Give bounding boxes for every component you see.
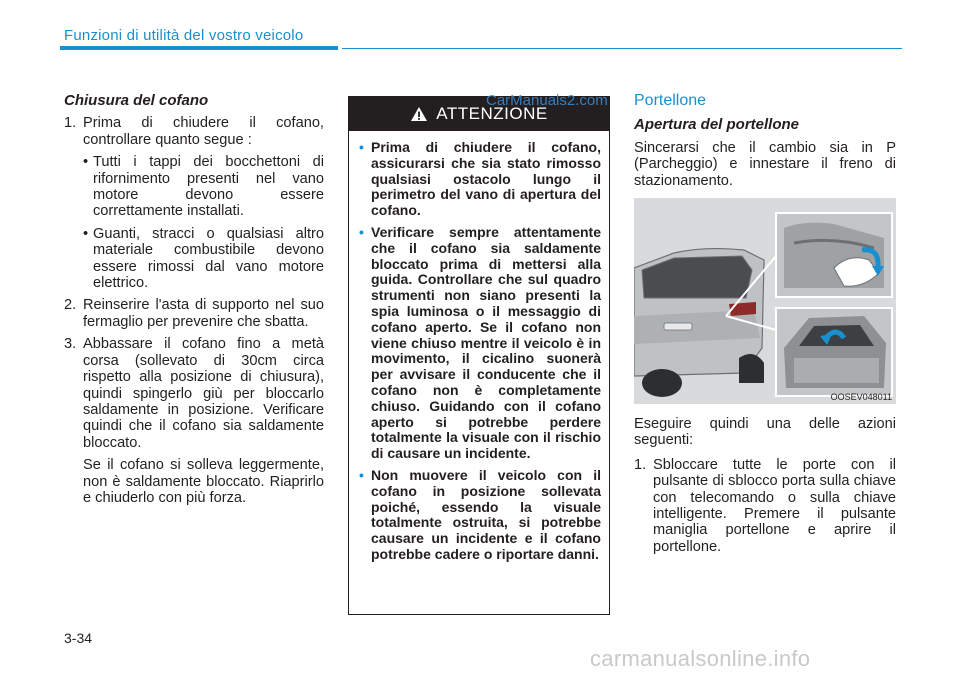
tailgate-figure <box>634 198 896 404</box>
bullet-item: • Guanti, stracci o qualsiasi altro materiale combustibile devono essere rimossi dal vano motore elettrico. <box>83 225 324 292</box>
bullet-item: • Tutti i tappi dei bocchettoni di rifornimento presenti nel vano motore devono essere correttamente installati. <box>83 154 324 220</box>
step-number: 2. <box>64 297 77 314</box>
hood-closing-heading: Chiusura del cofano <box>64 92 209 109</box>
right-column <box>634 93 896 189</box>
car-rear-illustration <box>634 198 896 404</box>
page-number: 3-34 <box>64 630 93 646</box>
step-text: Reinserire l'asta di supporto nel suo fermaglio per prevenire che sbatta. <box>83 297 324 330</box>
step-3 <box>64 336 324 506</box>
tailgate-section-title: Portellone <box>634 92 707 109</box>
step-1-bullets <box>83 154 324 291</box>
left-column <box>64 93 324 512</box>
warning-box <box>348 96 610 615</box>
step-number: 1. <box>634 456 647 473</box>
hood-closing-steps <box>64 115 324 506</box>
page-header-title: Funzioni di utilità del vostro veicolo <box>64 27 304 44</box>
step-text: Sbloccare tutte le porte con il pulsante di sblocco porta sulla chiave con telecomando o sulla chiave intelligente. Premere il pulsante maniglia portellone e aprire il portellone. <box>653 456 896 555</box>
tailgate-steps <box>634 457 896 555</box>
figure-code: OOSEV048011 <box>830 392 892 402</box>
footer-watermark[interactable]: carmanualsonline.info <box>590 646 811 671</box>
step-text: Prima di chiudere il cofano, controllare quanto segue : <box>83 115 324 148</box>
tailgate-opening-heading: Apertura del portellone <box>634 116 800 134</box>
step-text: Abbassare il cofano fino a metà corsa (sollevato di 30cm circa rispetto alla posizione di chiusura), quindi spingerlo giù per bloccarlo saldamente in posizione. Verificare quindi che il cofano sia saldamente bloccato. <box>83 336 324 451</box>
warning-item: • Verificare sempre attentamente che il cofano sia saldamente bloccato prima di mettersi alla guida. Controllare che sul quadro strumenti non siano presenti la spia luminosa o il messaggio di cofano aperto. Se il cofano non viene chiuso mentre il veicolo è in movimento, il cicalino suonerà per avvisare il conducente che il cofano non è completamente chiuso. Guidando con il cofano aperto si potrebbe perdere totalmente la visuale con il rischio di causare un incidente. <box>359 223 601 462</box>
header-rule-thick <box>60 46 338 50</box>
after-figure-block <box>634 416 896 561</box>
warning-triangle-icon <box>410 106 428 122</box>
step-number: 1. <box>64 115 77 132</box>
warning-item: • Prima di chiudere il cofano, assicurarsi che sia stato rimosso qualsiasi ostacolo lungo il perimetro del vano di apertura del cofano. <box>359 139 601 219</box>
step-2 <box>64 297 324 330</box>
tailgate-intro-text: Sincerarsi che il cambio sia in P (Parcheggio) e innestare il freno di stazionamento. <box>634 139 896 189</box>
tailgate-step-1 <box>634 457 896 555</box>
warning-list <box>349 131 609 563</box>
warning-item: • Non muovere il veicolo con il cofano in posizione sollevata poiché, essendo la visuale totalmente ostruita, si potrebbe causare un incidente e il cofano potrebbe cadere o riportare danni. <box>359 466 601 562</box>
step-1 <box>64 115 324 291</box>
header-rule-thin <box>342 48 902 49</box>
actions-intro: Eseguire quindi una delle azioni seguenti: <box>634 416 896 449</box>
step-extra-text: Se il cofano si solleva leggermente, non è saldamente bloccato. Riaprirlo e chiuderlo con più forza. <box>83 457 324 506</box>
warning-title: ATTENZIONE <box>436 104 548 123</box>
watermark-text[interactable]: CarManuals2.com <box>486 92 608 109</box>
step-number: 3. <box>64 336 77 353</box>
